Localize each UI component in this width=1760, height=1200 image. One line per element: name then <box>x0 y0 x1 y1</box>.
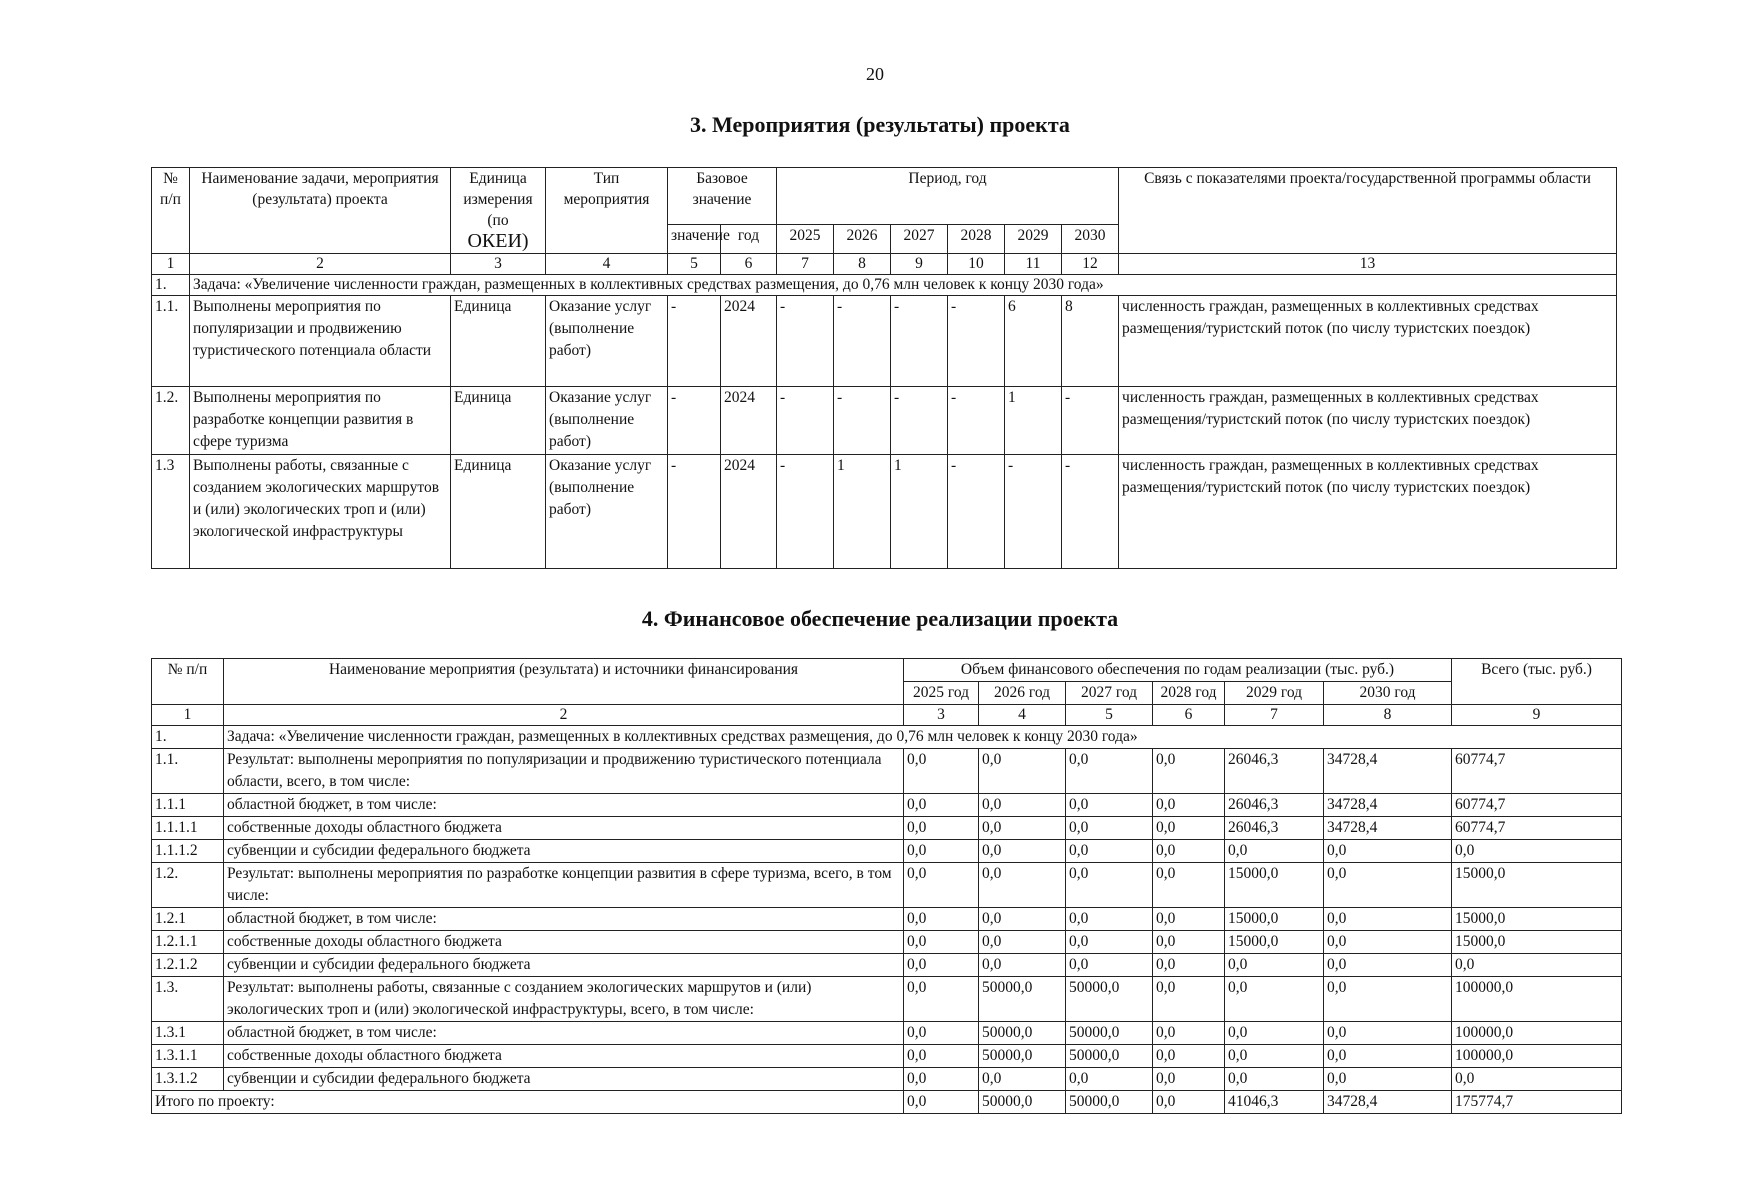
row-unit: Единица <box>451 387 546 455</box>
row-num: 1.3.1.2 <box>152 1068 224 1091</box>
task-num: 1. <box>152 275 190 296</box>
row-total: 0,0 <box>1452 840 1622 863</box>
task-text: Задача: «Увеличение численности граждан, размещенных в коллективных средствах размещения, до 0,76 млн человек к концу 2030 года» <box>190 275 1617 296</box>
table-row <box>152 455 1617 569</box>
col-number: 4 <box>546 254 668 275</box>
col-number: 10 <box>948 254 1005 275</box>
row-year-value: 0,0 <box>979 908 1066 931</box>
row-name: Выполнены мероприятия по популяризации и продвижению туристического потенциала области <box>190 296 451 387</box>
row-year-value: 50000,0 <box>1066 1045 1153 1068</box>
row-year-value: 0,0 <box>1153 977 1225 1022</box>
row-name: областной бюджет, в том числе: <box>224 908 904 931</box>
row-year-value: - <box>891 296 948 387</box>
row-link: численность граждан, размещенных в коллективных средствах размещения/туристский поток (по числу туристских поездок) <box>1119 296 1617 387</box>
col-number: 6 <box>721 254 777 275</box>
row-num: 1.1.1.2 <box>152 840 224 863</box>
row-total: 15000,0 <box>1452 863 1622 908</box>
row-num: 1.3.1.1 <box>152 1045 224 1068</box>
row-year-value: 0,0 <box>1066 1068 1153 1091</box>
row-year-value: 0,0 <box>1066 817 1153 840</box>
section3-title: 3. Мероприятия (результаты) проекта <box>690 112 1070 137</box>
row-year-value: - <box>1005 455 1062 569</box>
row-year-value: 0,0 <box>1324 931 1452 954</box>
table-row <box>152 977 1622 1022</box>
row-year-value: - <box>1062 387 1119 455</box>
header-base-year: год <box>721 224 777 253</box>
row-year-value: 0,0 <box>1066 908 1153 931</box>
row-name: областной бюджет, в том числе: <box>224 1022 904 1045</box>
row-year-value: 15000,0 <box>1225 908 1324 931</box>
row-total: 0,0 <box>1452 954 1622 977</box>
row-year-value: 34728,4 <box>1324 794 1452 817</box>
header-year: 2029 год <box>1225 682 1324 705</box>
header-base: Базовое значение <box>668 168 777 225</box>
header-year: 2025 <box>777 224 834 253</box>
table-row <box>152 749 1622 794</box>
row-year-value: 0,0 <box>904 1068 979 1091</box>
row-base-year: 2024 <box>721 455 777 569</box>
row-year-value: - <box>1062 455 1119 569</box>
row-year-value: 8 <box>1062 296 1119 387</box>
row-base-year: 2024 <box>721 296 777 387</box>
row-year-value: 0,0 <box>1066 863 1153 908</box>
header-year: 2027 год <box>1066 682 1153 705</box>
row-total: 15000,0 <box>1452 931 1622 954</box>
financing-table <box>151 658 1622 1114</box>
row-total: 0,0 <box>1452 1068 1622 1091</box>
row-year-value: - <box>948 296 1005 387</box>
col-number: 7 <box>777 254 834 275</box>
row-year-value: 1 <box>1005 387 1062 455</box>
header-num: № п/п <box>152 168 190 254</box>
header-name: Наименование задачи, мероприятия (результата) проекта <box>190 168 451 254</box>
row-year-value: 0,0 <box>1153 794 1225 817</box>
row-year-value: 0,0 <box>979 1068 1066 1091</box>
row-num: 1.1. <box>152 749 224 794</box>
header-period: Период, год <box>777 168 1119 225</box>
row-year-value: 0,0 <box>1153 1068 1225 1091</box>
col-number: 5 <box>668 254 721 275</box>
table-row <box>152 931 1622 954</box>
row-link: численность граждан, размещенных в коллективных средствах размещения/туристский поток (по числу туристских поездок) <box>1119 455 1617 569</box>
row-year-value: 0,0 <box>979 817 1066 840</box>
header-base-value: значение <box>668 224 721 253</box>
total-year-value: 50000,0 <box>1066 1091 1153 1114</box>
task-row <box>152 726 1622 749</box>
row-year-value: 0,0 <box>1153 1045 1225 1068</box>
task-num: 1. <box>152 726 224 749</box>
row-name: собственные доходы областного бюджета <box>224 1045 904 1068</box>
header-type: Тип мероприятия <box>546 168 668 254</box>
row-year-value: 0,0 <box>1066 794 1153 817</box>
row-total: 60774,7 <box>1452 817 1622 840</box>
row-num: 1.2.1.2 <box>152 954 224 977</box>
header-num: № п/п <box>152 659 224 705</box>
row-year-value: 0,0 <box>1324 1045 1452 1068</box>
row-year-value: 50000,0 <box>1066 1022 1153 1045</box>
col-number: 8 <box>1324 705 1452 726</box>
row-num: 1.2.1.1 <box>152 931 224 954</box>
row-total: 100000,0 <box>1452 977 1622 1022</box>
row-name: Выполнены мероприятия по разработке концепции развития в сфере туризма <box>190 387 451 455</box>
row-num: 1.3.1 <box>152 1022 224 1045</box>
row-year-value: 15000,0 <box>1225 931 1324 954</box>
col-number: 5 <box>1066 705 1153 726</box>
row-year-value: 0,0 <box>1324 977 1452 1022</box>
row-year-value: 0,0 <box>904 840 979 863</box>
table-row <box>152 817 1622 840</box>
col-number: 9 <box>891 254 948 275</box>
total-year-value: 34728,4 <box>1324 1091 1452 1114</box>
column-number-row <box>152 705 1622 726</box>
row-total: 60774,7 <box>1452 794 1622 817</box>
header-link: Связь с показателями проекта/государственной программы области <box>1119 168 1617 254</box>
row-year-value: 26046,3 <box>1225 794 1324 817</box>
table-row <box>152 954 1622 977</box>
page-number: 20 <box>866 64 884 84</box>
row-name: субвенции и субсидии федерального бюджета <box>224 840 904 863</box>
row-year-value: - <box>777 387 834 455</box>
row-year-value: 0,0 <box>904 954 979 977</box>
row-name: субвенции и субсидии федерального бюджета <box>224 954 904 977</box>
header-volume: Объем финансового обеспечения по годам реализации (тыс. руб.) <box>904 659 1452 682</box>
row-year-value: 0,0 <box>1066 931 1153 954</box>
col-number: 11 <box>1005 254 1062 275</box>
row-type: Оказание услуг (выполнение работ) <box>546 296 668 387</box>
row-year-value: 0,0 <box>979 794 1066 817</box>
row-year-value: 6 <box>1005 296 1062 387</box>
row-year-value: 0,0 <box>1153 954 1225 977</box>
row-year-value: 1 <box>834 455 891 569</box>
total-year-value: 0,0 <box>904 1091 979 1114</box>
project-events-table <box>151 167 1617 569</box>
row-year-value: 0,0 <box>979 863 1066 908</box>
row-year-value: - <box>777 455 834 569</box>
row-year-value: 0,0 <box>1066 749 1153 794</box>
row-year-value: 34728,4 <box>1324 817 1452 840</box>
header-unit-text: Единица измерения (по <box>463 170 533 229</box>
col-number: 9 <box>1452 705 1622 726</box>
header-row <box>152 168 1617 225</box>
header-year: 2028 <box>948 224 1005 253</box>
row-year-value: - <box>891 387 948 455</box>
row-num: 1.1. <box>152 296 190 387</box>
col-number: 13 <box>1119 254 1617 275</box>
table-row <box>152 296 1617 387</box>
row-num: 1.2. <box>152 387 190 455</box>
row-link: численность граждан, размещенных в коллективных средствах размещения/туристский поток (по числу туристских поездок) <box>1119 387 1617 455</box>
row-base-value: - <box>668 296 721 387</box>
row-base-year: 2024 <box>721 387 777 455</box>
row-year-value: 1 <box>891 455 948 569</box>
row-name: областной бюджет, в том числе: <box>224 794 904 817</box>
row-base-value: - <box>668 455 721 569</box>
row-year-value: 0,0 <box>1225 1068 1324 1091</box>
row-year-value: - <box>948 455 1005 569</box>
col-number: 4 <box>979 705 1066 726</box>
row-total: 100000,0 <box>1452 1045 1622 1068</box>
row-year-value: 0,0 <box>1225 977 1324 1022</box>
col-number: 8 <box>834 254 891 275</box>
row-num: 1.3 <box>152 455 190 569</box>
row-base-value: - <box>668 387 721 455</box>
row-year-value: 0,0 <box>904 794 979 817</box>
col-number: 12 <box>1062 254 1119 275</box>
row-year-value: 50000,0 <box>979 977 1066 1022</box>
header-unit-okei: ОКЕИ) <box>467 230 529 252</box>
header-year: 2030 год <box>1324 682 1452 705</box>
col-number: 2 <box>190 254 451 275</box>
row-year-value: 0,0 <box>904 977 979 1022</box>
row-num: 1.1.1.1 <box>152 817 224 840</box>
row-year-value: 0,0 <box>904 863 979 908</box>
row-year-value: 15000,0 <box>1225 863 1324 908</box>
row-year-value: 0,0 <box>979 954 1066 977</box>
col-number: 6 <box>1153 705 1225 726</box>
row-year-value: - <box>834 387 891 455</box>
table-row <box>152 387 1617 455</box>
row-year-value: 0,0 <box>1153 749 1225 794</box>
row-year-value: 0,0 <box>1225 954 1324 977</box>
col-number: 1 <box>152 254 190 275</box>
row-year-value: 0,0 <box>904 1045 979 1068</box>
row-type: Оказание услуг (выполнение работ) <box>546 387 668 455</box>
row-name: Результат: выполнены работы, связанные с созданием экологических маршрутов и (или) экологических троп и (или) экологической инфраструктуры, всего, в том числе: <box>224 977 904 1022</box>
row-year-value: 0,0 <box>904 931 979 954</box>
row-year-value: 26046,3 <box>1225 749 1324 794</box>
row-name: Выполнены работы, связанные с созданием экологических маршрутов и (или) экологических троп и (или) экологической инфраструктуры <box>190 455 451 569</box>
total-sum: 175774,7 <box>1452 1091 1622 1114</box>
header-year: 2028 год <box>1153 682 1225 705</box>
table-row <box>152 908 1622 931</box>
row-year-value: 0,0 <box>1153 1022 1225 1045</box>
row-year-value: 0,0 <box>979 840 1066 863</box>
header-year: 2026 год <box>979 682 1066 705</box>
table-row <box>152 1022 1622 1045</box>
header-year: 2029 <box>1005 224 1062 253</box>
row-total: 15000,0 <box>1452 908 1622 931</box>
row-year-value: 0,0 <box>1225 1045 1324 1068</box>
row-year-value: 0,0 <box>979 931 1066 954</box>
header-year: 2027 <box>891 224 948 253</box>
table-row <box>152 794 1622 817</box>
row-year-value: 0,0 <box>1324 863 1452 908</box>
col-number: 7 <box>1225 705 1324 726</box>
header-total: Всего (тыс. руб.) <box>1452 659 1622 705</box>
section4-title: 4. Финансовое обеспечение реализации проекта <box>641 606 1119 631</box>
row-num: 1.2. <box>152 863 224 908</box>
row-year-value: 0,0 <box>904 817 979 840</box>
total-year-value: 0,0 <box>1153 1091 1225 1114</box>
row-year-value: 0,0 <box>1153 931 1225 954</box>
row-year-value: 0,0 <box>904 749 979 794</box>
col-number: 3 <box>451 254 546 275</box>
table-row <box>152 863 1622 908</box>
row-name: субвенции и субсидии федерального бюджета <box>224 1068 904 1091</box>
header-unit <box>451 168 546 254</box>
header-year: 2030 <box>1062 224 1119 253</box>
row-year-value: 0,0 <box>1153 908 1225 931</box>
total-row <box>152 1091 1622 1114</box>
row-year-value: 0,0 <box>1225 840 1324 863</box>
row-type: Оказание услуг (выполнение работ) <box>546 455 668 569</box>
row-year-value: 0,0 <box>1153 817 1225 840</box>
task-row <box>152 275 1617 296</box>
col-number: 2 <box>224 705 904 726</box>
row-total: 100000,0 <box>1452 1022 1622 1045</box>
row-year-value: 0,0 <box>1066 954 1153 977</box>
row-year-value: 0,0 <box>1153 840 1225 863</box>
row-total: 60774,7 <box>1452 749 1622 794</box>
row-year-value: 0,0 <box>1324 908 1452 931</box>
total-label: Итого по проекту: <box>152 1091 904 1114</box>
row-num: 1.3. <box>152 977 224 1022</box>
row-year-value: 50000,0 <box>979 1045 1066 1068</box>
row-year-value: 0,0 <box>1066 840 1153 863</box>
row-name: собственные доходы областного бюджета <box>224 817 904 840</box>
header-year: 2026 <box>834 224 891 253</box>
row-year-value: - <box>948 387 1005 455</box>
row-name: Результат: выполнены мероприятия по разработке концепции развития в сфере туризма, всего, в том числе: <box>224 863 904 908</box>
table-row <box>152 840 1622 863</box>
row-year-value: 26046,3 <box>1225 817 1324 840</box>
row-name: собственные доходы областного бюджета <box>224 931 904 954</box>
row-year-value: 0,0 <box>904 908 979 931</box>
row-year-value: 0,0 <box>1153 863 1225 908</box>
header-row <box>152 659 1622 682</box>
header-name: Наименование мероприятия (результата) и источники финансирования <box>224 659 904 705</box>
row-year-value: - <box>834 296 891 387</box>
row-year-value: 50000,0 <box>1066 977 1153 1022</box>
column-number-row <box>152 254 1617 275</box>
col-number: 3 <box>904 705 979 726</box>
total-year-value: 50000,0 <box>979 1091 1066 1114</box>
row-unit: Единица <box>451 296 546 387</box>
row-unit: Единица <box>451 455 546 569</box>
row-year-value: - <box>777 296 834 387</box>
row-year-value: 0,0 <box>1225 1022 1324 1045</box>
total-year-value: 41046,3 <box>1225 1091 1324 1114</box>
header-year: 2025 год <box>904 682 979 705</box>
financing-rows <box>152 749 1622 1091</box>
row-num: 1.2.1 <box>152 908 224 931</box>
task-text: Задача: «Увеличение численности граждан, размещенных в коллективных средствах размещения, до 0,76 млн человек к концу 2030 года» <box>224 726 1622 749</box>
table-row <box>152 1045 1622 1068</box>
row-year-value: 34728,4 <box>1324 749 1452 794</box>
row-year-value: 0,0 <box>904 1022 979 1045</box>
row-year-value: 0,0 <box>1324 840 1452 863</box>
row-year-value: 0,0 <box>1324 1022 1452 1045</box>
row-year-value: 50000,0 <box>979 1022 1066 1045</box>
row-name: Результат: выполнены мероприятия по популяризации и продвижению туристического потенциала области, всего, в том числе: <box>224 749 904 794</box>
table-row <box>152 1068 1622 1091</box>
row-num: 1.1.1 <box>152 794 224 817</box>
row-year-value: 0,0 <box>1324 1068 1452 1091</box>
col-number: 1 <box>152 705 224 726</box>
row-year-value: 0,0 <box>979 749 1066 794</box>
row-year-value: 0,0 <box>1324 954 1452 977</box>
